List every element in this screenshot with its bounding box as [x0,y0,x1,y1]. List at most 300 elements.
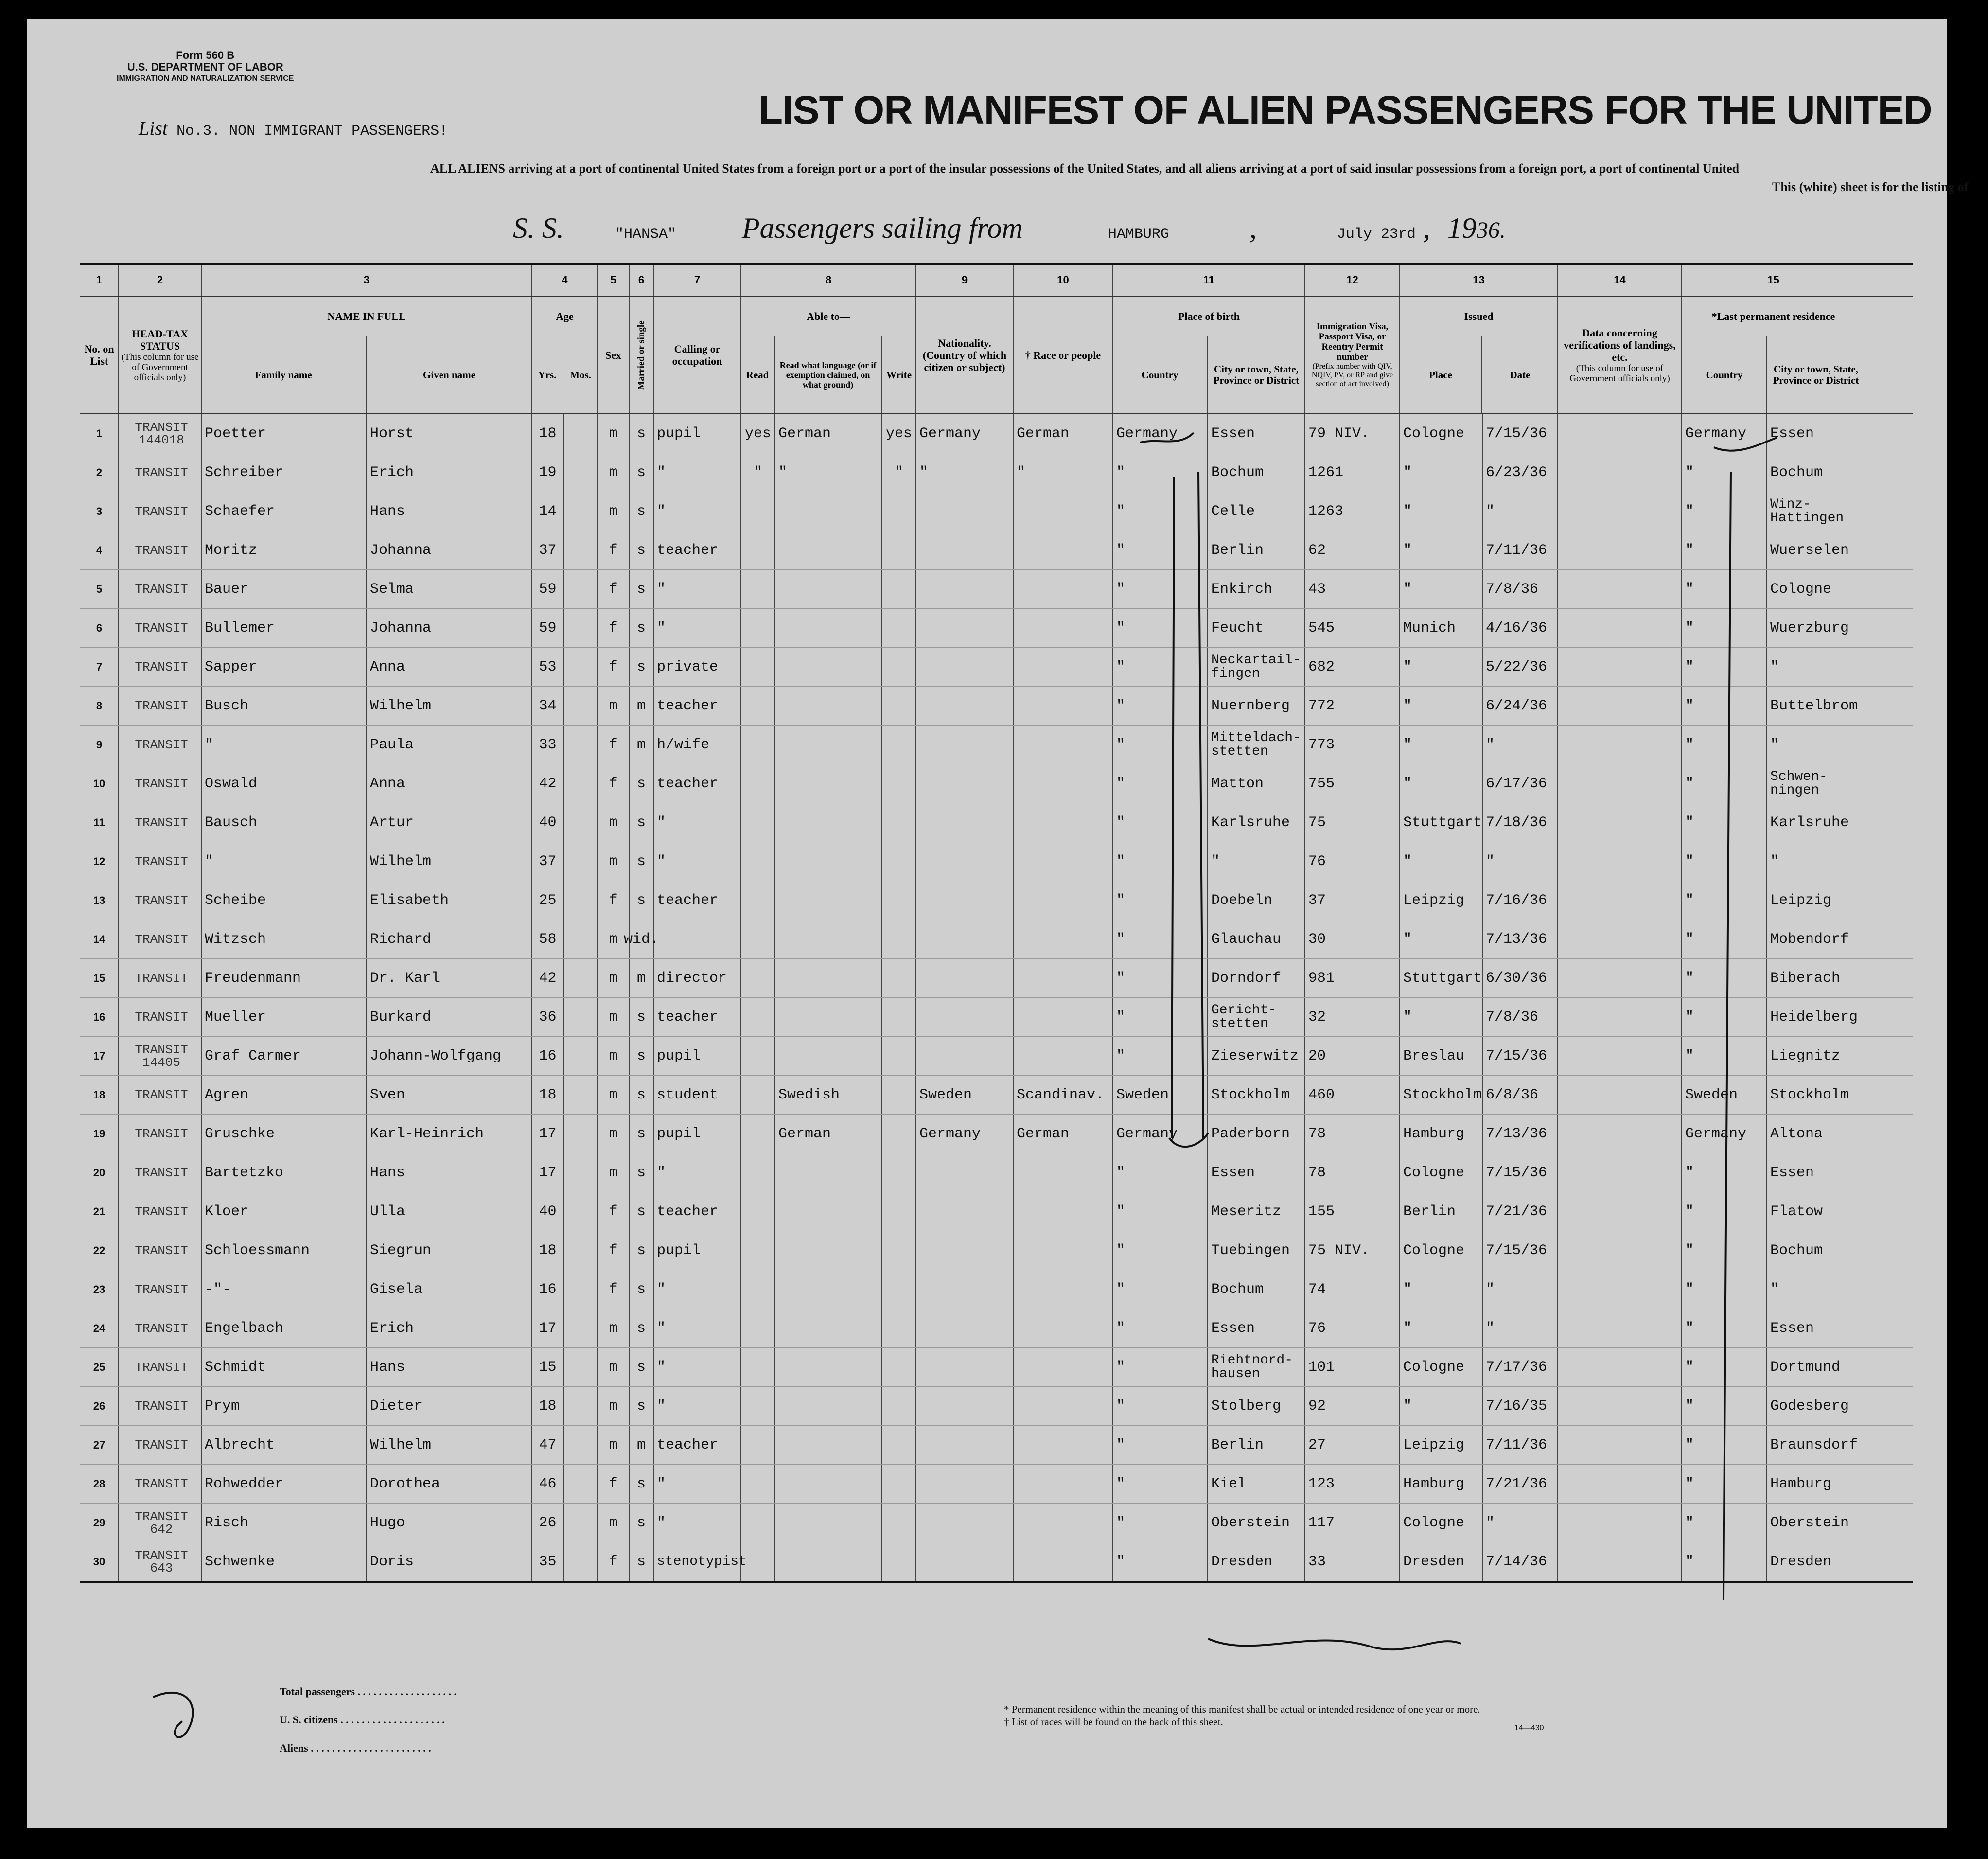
language-cell: Swedish [775,1076,882,1114]
residence-city-cell: Leipzig [1770,892,1832,909]
birth-city-cell: Kiel [1208,1465,1305,1503]
residence-country-cell: " [1682,609,1767,647]
row-number: 29 [80,1504,119,1542]
ship-name: "HANSA" [615,226,677,243]
occupation-cell: pupil [654,1231,741,1270]
col-number: 13 [1400,265,1558,296]
issued-date-cell: 7/17/36 [1483,1348,1558,1386]
birth-country-cell: " [1113,1504,1208,1542]
occupation-cell: " [654,453,741,492]
head-tax-stamp: TRANSIT [135,465,188,480]
birth-country-cell: " [1113,803,1208,842]
head-tax-stamp: TRANSIT [135,620,188,636]
race-cell: " [1014,453,1113,492]
head-tax-stamp: TRANSIT [135,776,188,791]
issued-date-cell: 7/21/36 [1483,1465,1558,1503]
occupation-cell: h/wife [654,726,741,764]
occupation-cell: " [654,1348,741,1386]
family-name-cell: Schreiber [202,453,367,492]
sex-cell: m [598,1309,630,1347]
visa-number-cell: 27 [1305,1426,1400,1464]
given-name-cell: Johann-Wolfgang [367,1037,532,1075]
residence-country-cell: " [1682,1504,1767,1542]
birth-country-cell: " [1113,1153,1208,1192]
residence-country-cell: " [1682,1231,1767,1270]
birth-country-cell: " [1113,959,1208,997]
visa-number-cell: 33 [1305,1542,1400,1581]
issued-place-cell: " [1400,726,1483,764]
col-number: 9 [916,265,1014,296]
issued-place-cell: Breslau [1400,1037,1483,1075]
issued-place-cell: " [1400,687,1483,725]
residence-country-cell: " [1682,570,1767,608]
head-tax-stamp: TRANSIT [135,1548,188,1563]
marital-cell: s [630,842,654,881]
given-name-cell: Selma [367,570,532,608]
head-tax-stamp: TRANSIT [135,504,188,519]
write-cell: yes [882,414,916,453]
family-name-cell: " [202,726,367,764]
family-name-cell: Bauer [202,570,367,608]
family-name-cell: Graf Carmer [202,1037,367,1075]
occupation-cell: teacher [654,687,741,725]
residence-country-cell: " [1682,687,1767,725]
marital-cell: m [630,1426,654,1464]
residence-country-cell: " [1682,842,1767,881]
issued-date-cell: 6/8/36 [1483,1076,1558,1114]
birth-country-cell: " [1113,1465,1208,1503]
row-number: 25 [80,1348,119,1386]
issued-place-cell: Stockholm [1400,1076,1483,1114]
sex-cell: f [598,648,630,686]
occupation-cell: " [654,1309,741,1347]
given-name-cell: Erich [367,1309,532,1347]
residence-city-cell: Godesberg [1770,1398,1849,1415]
family-name-cell: Engelbach [202,1309,367,1347]
visa-number-cell: 155 [1305,1192,1400,1231]
birth-city-cell: Bochum [1208,453,1305,492]
header-no-on-list: No. on List [80,297,119,413]
sex-cell: f [598,1192,630,1231]
visa-number-cell: 101 [1305,1348,1400,1386]
occupation-cell: " [654,1465,741,1503]
marital-cell: s [630,1387,654,1425]
visa-number-cell: 76 [1305,842,1400,881]
age-years-cell: 18 [532,1076,564,1114]
residence-city-cell: Altona [1770,1125,1823,1142]
family-name-cell: -"- [202,1270,367,1309]
sex-cell: m [598,687,630,725]
given-name-cell: Hugo [367,1504,532,1542]
birth-country-cell: " [1113,1426,1208,1464]
sex-cell: m [598,1115,630,1153]
row-number: 11 [80,803,119,842]
row-number: 15 [80,959,119,997]
birth-city-cell: Oberstein [1208,1504,1305,1542]
header-sex: Sex [598,297,630,413]
visa-number-cell: 92 [1305,1387,1400,1425]
residence-city-cell: Essen [1770,1164,1814,1181]
occupation-cell: " [654,570,741,608]
marital-cell: s [630,1192,654,1231]
age-years-cell: 26 [532,1504,564,1542]
row-number: 8 [80,687,119,725]
given-name-cell: Gisela [367,1270,532,1309]
issued-place-cell: " [1400,842,1483,881]
aliens-note: ALL ALIENS arriving at a port of continental United States from a foreign port or a port of the insular possessions of the United States, and all aliens arriving at a port of said insular possessions from a foreign port, a port of continental United [430,161,1740,176]
sex-cell: f [598,881,630,920]
birth-city-cell: Glauchau [1208,920,1305,958]
residence-city-cell: Mobendorf [1770,931,1849,948]
family-name-cell: Poetter [202,414,367,453]
ship-line: S. S. "HANSA" Passengers sailing from HAMBURG , July 23rd , 1936. [513,212,1506,244]
given-name-cell: Wilhelm [367,1426,532,1464]
residence-country-cell: " [1682,1192,1767,1231]
visa-number-cell: 78 [1305,1153,1400,1192]
head-tax-stamp: TRANSIT [135,1437,188,1452]
sex-cell: f [598,1270,630,1309]
family-name-cell: Schmidt [202,1348,367,1386]
age-years-cell: 47 [532,1426,564,1464]
birth-country-cell: Germany [1113,1115,1208,1153]
occupation-cell: teacher [654,1426,741,1464]
race-cell: Scandinav. [1014,1076,1113,1114]
family-name-cell: Busch [202,687,367,725]
read-cell: yes [741,414,775,453]
issued-date-cell: " [1483,1504,1558,1542]
col-number: 6 [630,265,654,296]
marital-cell: s [630,453,654,492]
issued-date-cell: 7/11/36 [1483,531,1558,569]
age-years-cell: 18 [532,414,564,453]
marital-cell: s [630,1037,654,1075]
issued-date-cell: 7/13/36 [1483,920,1558,958]
footnotes [1004,1703,1480,1728]
birth-city-cell: Matton [1208,764,1305,803]
visa-number-cell: 75 [1305,803,1400,842]
age-years-cell: 16 [532,1037,564,1075]
row-number: 23 [80,1270,119,1309]
head-tax-number: 642 [150,1522,173,1537]
age-years-cell: 59 [532,570,564,608]
residence-country-cell: " [1682,453,1767,492]
family-name-cell: Schaefer [202,492,367,531]
issued-place-cell: Munich [1400,609,1483,647]
departure-port: HAMBURG [1108,226,1169,243]
age-years-cell: 40 [532,803,564,842]
sex-cell: f [598,1465,630,1503]
sex-cell: f [598,1542,630,1581]
age-years-cell: 35 [532,1542,564,1581]
sex-cell: m [598,1348,630,1386]
head-tax-stamp: TRANSIT [135,893,188,908]
head-tax-stamp: TRANSIT [135,932,188,947]
res-city-label: City or town, State, Province or District [1773,363,1859,386]
residence-country-cell: " [1682,881,1767,920]
age-years-cell: 59 [532,609,564,647]
residence-country-cell: " [1682,998,1767,1036]
row-number: 13 [80,881,119,920]
given-name-cell: Dr. Karl [367,959,532,997]
head-tax-stamp: TRANSIT [135,543,188,558]
row-number: 14 [80,920,119,958]
residence-country-cell: " [1682,531,1767,569]
family-name-cell: Bausch [202,803,367,842]
sex-cell: m [598,1504,630,1542]
marital-cell: s [630,1465,654,1503]
age-years-cell: 37 [532,842,564,881]
residence-country-cell: " [1682,1387,1767,1425]
birth-city-cell: Dresden [1208,1542,1305,1581]
birth-country-cell: Sweden [1113,1076,1208,1114]
sailing-date: July 23rd [1337,226,1416,243]
read-cell: " [741,453,775,492]
birth-city-cell: Tuebingen [1208,1231,1305,1270]
occupation-cell: teacher [654,1192,741,1231]
birth-city-cell: Zieserwitz [1208,1037,1305,1075]
row-number: 10 [80,764,119,803]
birth-country-cell: " [1113,453,1208,492]
residence-country-cell: " [1682,1426,1767,1464]
issued-place-cell: " [1400,570,1483,608]
issued-date-cell: 4/16/36 [1483,609,1558,647]
form-bottom-number: 14—430 [1514,1724,1544,1732]
birth-city-cell: Neckartail- fingen [1208,648,1305,686]
residence-country-cell: " [1682,959,1767,997]
row-number: 3 [80,492,119,531]
visa-number-cell: 755 [1305,764,1400,803]
given-name-cell: Hans [367,492,532,531]
residence-country-cell: " [1682,1270,1767,1309]
issued-place-cell: Hamburg [1400,1465,1483,1503]
col-number: 3 [202,265,532,296]
issued-place-cell: " [1400,920,1483,958]
marital-cell: s [630,414,654,453]
birth-country-cell: " [1113,726,1208,764]
visa-number-cell: 545 [1305,609,1400,647]
marital-cell: s [630,764,654,803]
occupation-cell: " [654,803,741,842]
residence-country-cell: " [1682,1465,1767,1503]
col-number: 12 [1305,265,1400,296]
marital-cell: s [630,1231,654,1270]
issued-date-cell: 6/17/36 [1483,764,1558,803]
family-name-cell: Risch [202,1504,367,1542]
head-tax-number: 144018 [139,432,184,447]
col-number: 4 [532,265,598,296]
issued-date-cell: " [1483,492,1558,531]
head-tax-number: 14405 [142,1055,180,1070]
residence-city-cell: Winz- Hattingen [1770,496,1844,526]
issued-date-cell: " [1483,842,1558,881]
family-name-cell: Kloer [202,1192,367,1231]
issued-place-cell: Cologne [1400,414,1483,453]
birth-country-label: Country [1113,336,1208,413]
issued-date-cell: 7/16/36 [1483,881,1558,920]
residence-country-cell: " [1682,1037,1767,1075]
visa-number-cell: 76 [1305,1309,1400,1347]
family-name-cell: Prym [202,1387,367,1425]
given-name-cell: Richard [367,920,532,958]
residence-label: *Last permanent residence [1712,297,1835,336]
head-tax-stamp: TRANSIT [135,1399,188,1414]
sex-cell: f [598,570,630,608]
able-to-label: Able to— [807,297,850,336]
given-name-cell: Elisabeth [367,881,532,920]
mos-label: Mos. [570,369,591,381]
language-cell: " [775,453,882,492]
totals-block [280,1678,457,1762]
birth-city-cell: Enkirch [1208,570,1305,608]
occupation-cell: pupil [654,1115,741,1153]
visa-number-cell: 123 [1305,1465,1400,1503]
nationality-cell: Germany [916,1115,1014,1153]
birth-country-cell: " [1113,492,1208,531]
marital-cell: s [630,1153,654,1192]
residence-country-cell: " [1682,648,1767,686]
head-tax-stamp: TRANSIT [135,420,188,435]
occupation-cell: student [654,1076,741,1114]
residence-city-cell: Wuerselen [1770,542,1849,559]
sex-cell: f [598,609,630,647]
issued-date-label: Date [1510,369,1531,381]
residence-country-cell: " [1682,1542,1767,1581]
sex-cell: m [598,1037,630,1075]
head-tax-stamp: TRANSIT [135,1282,188,1297]
residence-city-cell: Braunsdorf [1770,1436,1858,1453]
issued-place-cell: Berlin [1400,1192,1483,1231]
residence-city-cell: Wuerzburg [1770,620,1849,637]
footnote-races: † List of races will be found on the back of this sheet. [1004,1716,1223,1728]
birth-country-cell: " [1113,609,1208,647]
occupation-cell: " [654,1387,741,1425]
birth-city-cell: " [1208,842,1305,881]
marital-cell: s [630,609,654,647]
age-years-cell: 40 [532,1192,564,1231]
issued-place-cell: " [1400,453,1483,492]
row-number: 19 [80,1115,119,1153]
header-nationality: Nationality. (Country of which citizen or subject) [916,297,1014,413]
birth-city-cell: Mitteldach- stetten [1208,726,1305,764]
given-name-cell: Horst [367,414,532,453]
read-label: Read [741,336,775,413]
head-tax-note: (This column for use of Government officials only) [121,352,199,383]
row-number: 7 [80,648,119,686]
family-name-cell: Scheibe [202,881,367,920]
issued-place-cell: " [1400,998,1483,1036]
residence-city-cell: " [1770,658,1779,675]
birth-country-cell: " [1113,1309,1208,1347]
year-suffix: 36. [1476,217,1506,243]
birth-city-cell: Karlsruhe [1208,803,1305,842]
row-number: 12 [80,842,119,881]
issued-place-cell: " [1400,1309,1483,1347]
nationality-cell: Germany [916,414,1014,453]
visa-number-cell: 37 [1305,881,1400,920]
manifest-sheet [27,19,1969,1828]
issued-date-cell: 7/15/36 [1483,1037,1558,1075]
visa-number-cell: 1261 [1305,453,1400,492]
birth-label: Place of birth [1178,297,1240,336]
birth-city-cell: Essen [1208,1309,1305,1347]
issued-date-cell: 7/11/36 [1483,1426,1558,1464]
marital-cell: s [630,1542,654,1581]
residence-country-cell: Germany [1682,1115,1767,1153]
issued-date-cell: 7/15/36 [1483,414,1558,453]
family-name-cell: Mueller [202,998,367,1036]
header-race: † Race or people [1014,297,1113,413]
head-tax-stamp: TRANSIT [135,1321,188,1336]
family-name-cell: Agren [202,1076,367,1114]
birth-country-cell: " [1113,920,1208,958]
birth-city-cell: Berlin [1208,531,1305,569]
occupation-cell: teacher [654,998,741,1036]
birth-country-cell: " [1113,881,1208,920]
sex-cell: m [598,414,630,453]
occupation-cell: " [654,1270,741,1309]
sex-cell: m [598,920,630,958]
birth-city-cell: Dorndorf [1208,959,1305,997]
head-tax-stamp: TRANSIT [135,815,188,830]
residence-city-cell: Dresden [1770,1553,1832,1570]
issued-date-cell: 7/14/36 [1483,1542,1558,1581]
occupation-cell: " [654,842,741,881]
occupation-cell: teacher [654,531,741,569]
issued-date-cell: " [1483,726,1558,764]
sex-cell: f [598,531,630,569]
row-number: 22 [80,1231,119,1270]
issued-place-cell: Hamburg [1400,1115,1483,1153]
col-number: 8 [741,265,916,296]
sex-cell: m [598,1153,630,1192]
residence-city-cell: Schwen- ningen [1770,769,1828,798]
head-tax-stamp: TRANSIT [135,659,188,674]
residence-city-cell: Hamburg [1770,1475,1832,1492]
age-years-cell: 46 [532,1465,564,1503]
head-tax-stamp: TRANSIT [135,1165,188,1180]
issued-date-cell: 7/8/36 [1483,998,1558,1036]
sex-cell: m [598,492,630,531]
race-cell: German [1014,1115,1113,1153]
visa-number-cell: 772 [1305,687,1400,725]
age-years-cell: 25 [532,881,564,920]
occupation-cell: pupil [654,414,741,453]
handwriting-marks [27,19,1947,1828]
occupation-cell: " [654,1504,741,1542]
birth-city-cell: Riehtnord- hausen [1208,1348,1305,1386]
head-tax-stamp: TRANSIT [135,737,188,752]
issued-label: Issued [1464,297,1494,336]
marital-cell: s [630,1309,654,1347]
age-years-cell: 16 [532,1270,564,1309]
sex-cell: m [598,998,630,1036]
visa-number-cell: 79 NIV. [1305,414,1400,453]
given-name-label: Given name [423,369,475,381]
language-cell: German [775,414,882,453]
marital-cell: s [630,998,654,1036]
visa-number-cell: 773 [1305,726,1400,764]
sex-cell: m [598,1076,630,1114]
birth-city-cell: Bochum [1208,1270,1305,1309]
birth-country-cell: " [1113,1270,1208,1309]
sex-cell: f [598,764,630,803]
race-cell: German [1014,414,1113,453]
age-years-cell: 37 [532,531,564,569]
issued-place-cell: Stuttgart [1400,959,1483,997]
issued-date-cell: 7/18/36 [1483,803,1558,842]
residence-city-cell: Dortmund [1770,1359,1841,1376]
row-number: 9 [80,726,119,764]
